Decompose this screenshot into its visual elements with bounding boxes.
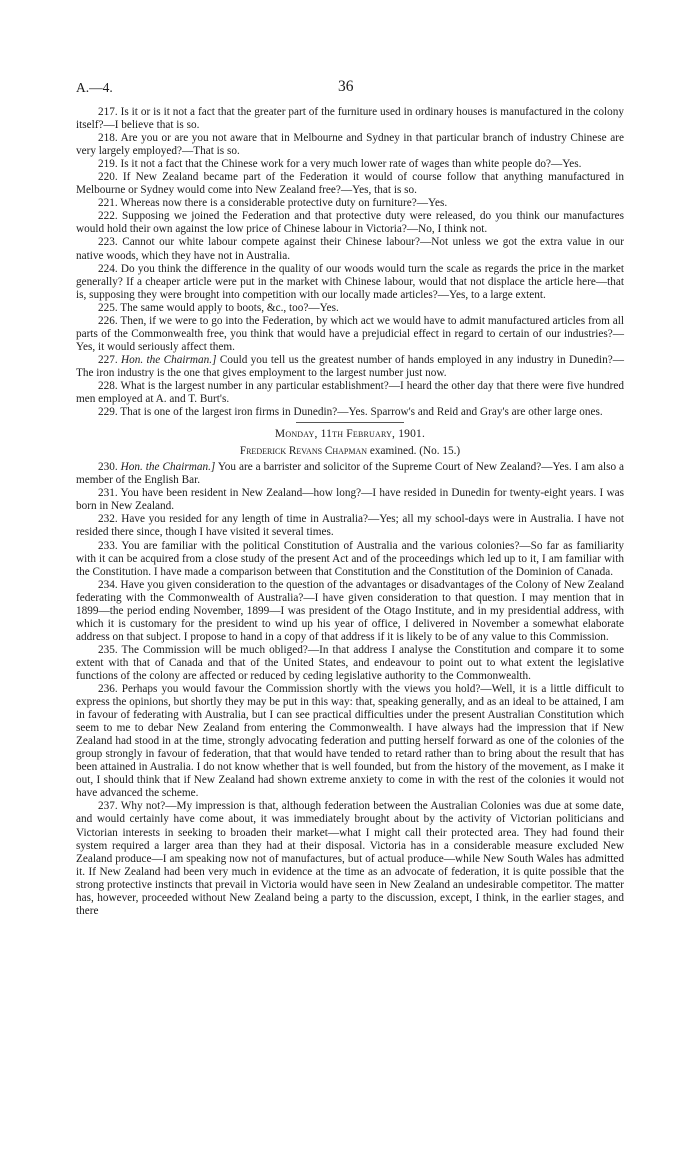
question-text: Could you tell us the greatest number of hands employed in any industry in Dunedin?—The iron industry is the one that gives employment to the largest number just now. [76,353,624,379]
question-paragraph [76,171,624,197]
evidence-section-before [76,106,624,419]
question-text: Do you think the difference in the quality of our woods would turn the scale as regards the price in the market generally? If a cheaper article were put in the market with Chinese labour, would that not displace the article here—that is, supposing they were brought into competition with our locally made articles?—Yes, to a large extent. [76,262,624,301]
question-paragraph [76,197,624,210]
question-paragraph [76,487,624,513]
page-header [76,80,624,100]
question-text: Have you resided for any length of time in Australia?—Yes; all my school-days were in Australia. I have not resided there since, though I have visited it several times. [76,513,624,539]
question-number: 225. [98,301,118,314]
question-number: 223. [98,236,118,249]
question-text: Why not?—My impression is that, although federation between the Australian Colonies was due at some date, and would certainly have come about, it was immediately brought about by the activity of Victorian politicians and Victorian interests in seeking to broaden their market—what I might call their protected area. They had found their system required a larger area than they had at their disposal. Victoria has in a considerable measure excluded New Zealand produce—I am speaking now not of manufactures, but of actual produce—while New South Wales has admitted it. If New Zealand had been very much in evidence at the time as an advocate of federation, it is quite possible that the strong protective instincts that prevail in Victoria would have seen in New Zealand an undesirable competitor. The matter has, however, proceeded without New Zealand being a party to the discussion, except, I think, in the earlier stages, and there [76,800,624,917]
question-number: 235. [98,643,118,656]
question-text: Is it not a fact that the Chinese work for a very much lower rate of wages than white people do?—Yes. [120,158,582,171]
question-paragraph [76,406,624,419]
question-number: 232. [98,513,118,526]
question-number: 227. [98,353,118,366]
question-number: 233. [98,539,118,552]
question-number: 228. [98,379,118,392]
question-paragraph [76,800,624,917]
question-number: 237. [98,800,118,813]
question-paragraph [76,380,624,406]
question-text: You are a barrister and solicitor of the Supreme Court of New Zealand?—Yes. I am also a member of the English Bar. [76,461,625,487]
question-number: 221. [98,197,118,210]
speaker-label: Hon. the Chairman.] [121,353,217,366]
question-paragraph [76,263,624,302]
question-text: Then, if we were to go into the Federation, by which act we would have to admit manufactured articles from all parts of the Commonwealth free, you think that would have a prejudicial effect in regard to certain of our industries?—Yes, it would seriously affect them. [76,314,625,353]
question-paragraph [76,315,624,354]
question-number: 220. [98,171,118,184]
witness-name: Frederick Revans Chapman [239,445,368,458]
question-paragraph [76,210,624,236]
question-number: 218. [98,132,118,145]
question-text: The Commission will be much obliged?—In that address I analyse the Constitution and compare it to some extent with that of Canada and that of the United States, and endeavour to point out to what extent the legislative functions of the colony are affected or reduced by ceding legislative authority to the Commonwealth. [76,643,624,682]
speaker-label: Hon. the Chairman.] [120,461,216,474]
question-paragraph [76,540,624,579]
witness-status: examined. [369,445,417,458]
page-number: 36 [338,78,354,95]
question-number: 217. [98,106,118,118]
question-text: Is it or is it not a fact that the greater part of the furniture used in ordinary houses is manufactured in the colony itself?—I believe that is so. [76,106,624,132]
question-text: Perhaps you would favour the Commission shortly with the views you hold?—Well, it is a little difficult to express the opinions, but shortly they may be put in this way: that, speaking generally, and as an ideal to be attained, I am in favour of federating with Australia, but I can see practical difficulties under the present Australian Constitution which seem to me to debar New Zealand from entering the Commonwealth. I have always had the impression that if New Zealand had stood in at the time, strongly advocating federation and putting herself forward as one of the colonies of the group strongly in favour of federation, that that would have tended to retard rather than to bring about the result that has been attained in Australia. I do not know whether that is well founded, but from the history of the movement, as I make it out, I should think that if New Zealand had shown extreme anxiety to come in with the rest of the colonies it would not have advanced the scheme. [76,683,624,800]
question-paragraph [76,513,624,539]
section-divider [296,422,404,423]
witness-line [76,445,624,458]
question-text: If New Zealand became part of the Federation it would of course follow that anything manufactured in Melbourne or Sydney would come into New Zealand free?—Yes, that is so. [76,171,624,197]
question-paragraph [76,106,624,132]
session-date: Monday, 11th February, 1901. [274,428,426,441]
question-number: 219. [98,158,118,171]
question-text: You are familiar with the political Constitution of Australia and the various colonies?—So far as familiarity with it can be acquired from a close study of the present Act and of the proceedings which led up to it, I am familiar with the Constitution. I have made a comparison between that Constitution and the Constitution of the Dominion of Canada. [76,539,624,578]
question-text: Are you or are you not aware that in Melbourne and Sydney in that particular branch of industry Chinese are very largely employed?—That is so. [76,132,624,158]
question-number: 236. [98,683,118,696]
question-text: The same would apply to boots, &c., too?—Yes. [120,301,339,314]
evidence-body [76,106,624,918]
question-paragraph [76,683,624,800]
question-text: Cannot our white labour compete against their Chinese labour?—Not unless we got the extra value in our native woods, which they have not in Australia. [76,236,625,262]
question-text: That is one of the largest iron firms in Dunedin?—Yes. Sparrow's and Reid and Gray's are other large ones. [120,406,603,419]
question-number: 222. [98,210,118,223]
question-paragraph [76,302,624,315]
question-text: You have been resident in New Zealand—how long?—I have resided in Dunedin for twenty-eight years. I was born in New Zealand. [76,487,624,513]
question-number: 230. [98,461,118,474]
question-paragraph [76,461,624,487]
question-number: 229. [98,406,118,419]
question-paragraph [76,644,624,683]
evidence-section-after [76,461,624,918]
question-paragraph [76,132,624,158]
witness-number: (No. 15.) [419,445,461,458]
question-number: 226. [98,314,118,327]
document-reference: A.—4. [76,80,113,95]
question-paragraph [76,354,624,380]
question-paragraph [76,236,624,262]
question-text: Have you given consideration to the question of the advantages or disadvantages of the Colony of New Zealand federating with the Commonwealth of Australia?—I have given consideration to that question. I may mention that in 1899—the period ending November, 1899—I was president of the Otago Institute, and in my presidential address, with which it is customary for the president to wind up his year of office, I delivered in November a somewhat elaborate address on that subject. I propose to hand in a copy of that address if it is likely to be of any value to this Commission. [76,578,625,643]
question-number: 231. [98,487,118,500]
question-number: 224. [98,262,118,275]
question-paragraph [76,579,624,644]
question-text: What is the largest number in any particular establishment?—I heard the other day that there were five hundred men employed at A. and T. Burt's. [76,379,624,406]
question-text: Whereas now there is a considerable protective duty on furniture?—Yes. [120,197,448,210]
question-text: Supposing we joined the Federation and that protective duty were released, do you think our manufactures would hold their own against the low price of Chinese labour in Victoria?—No, I think not. [76,210,624,236]
question-paragraph [76,158,624,171]
question-number: 234. [98,578,118,591]
